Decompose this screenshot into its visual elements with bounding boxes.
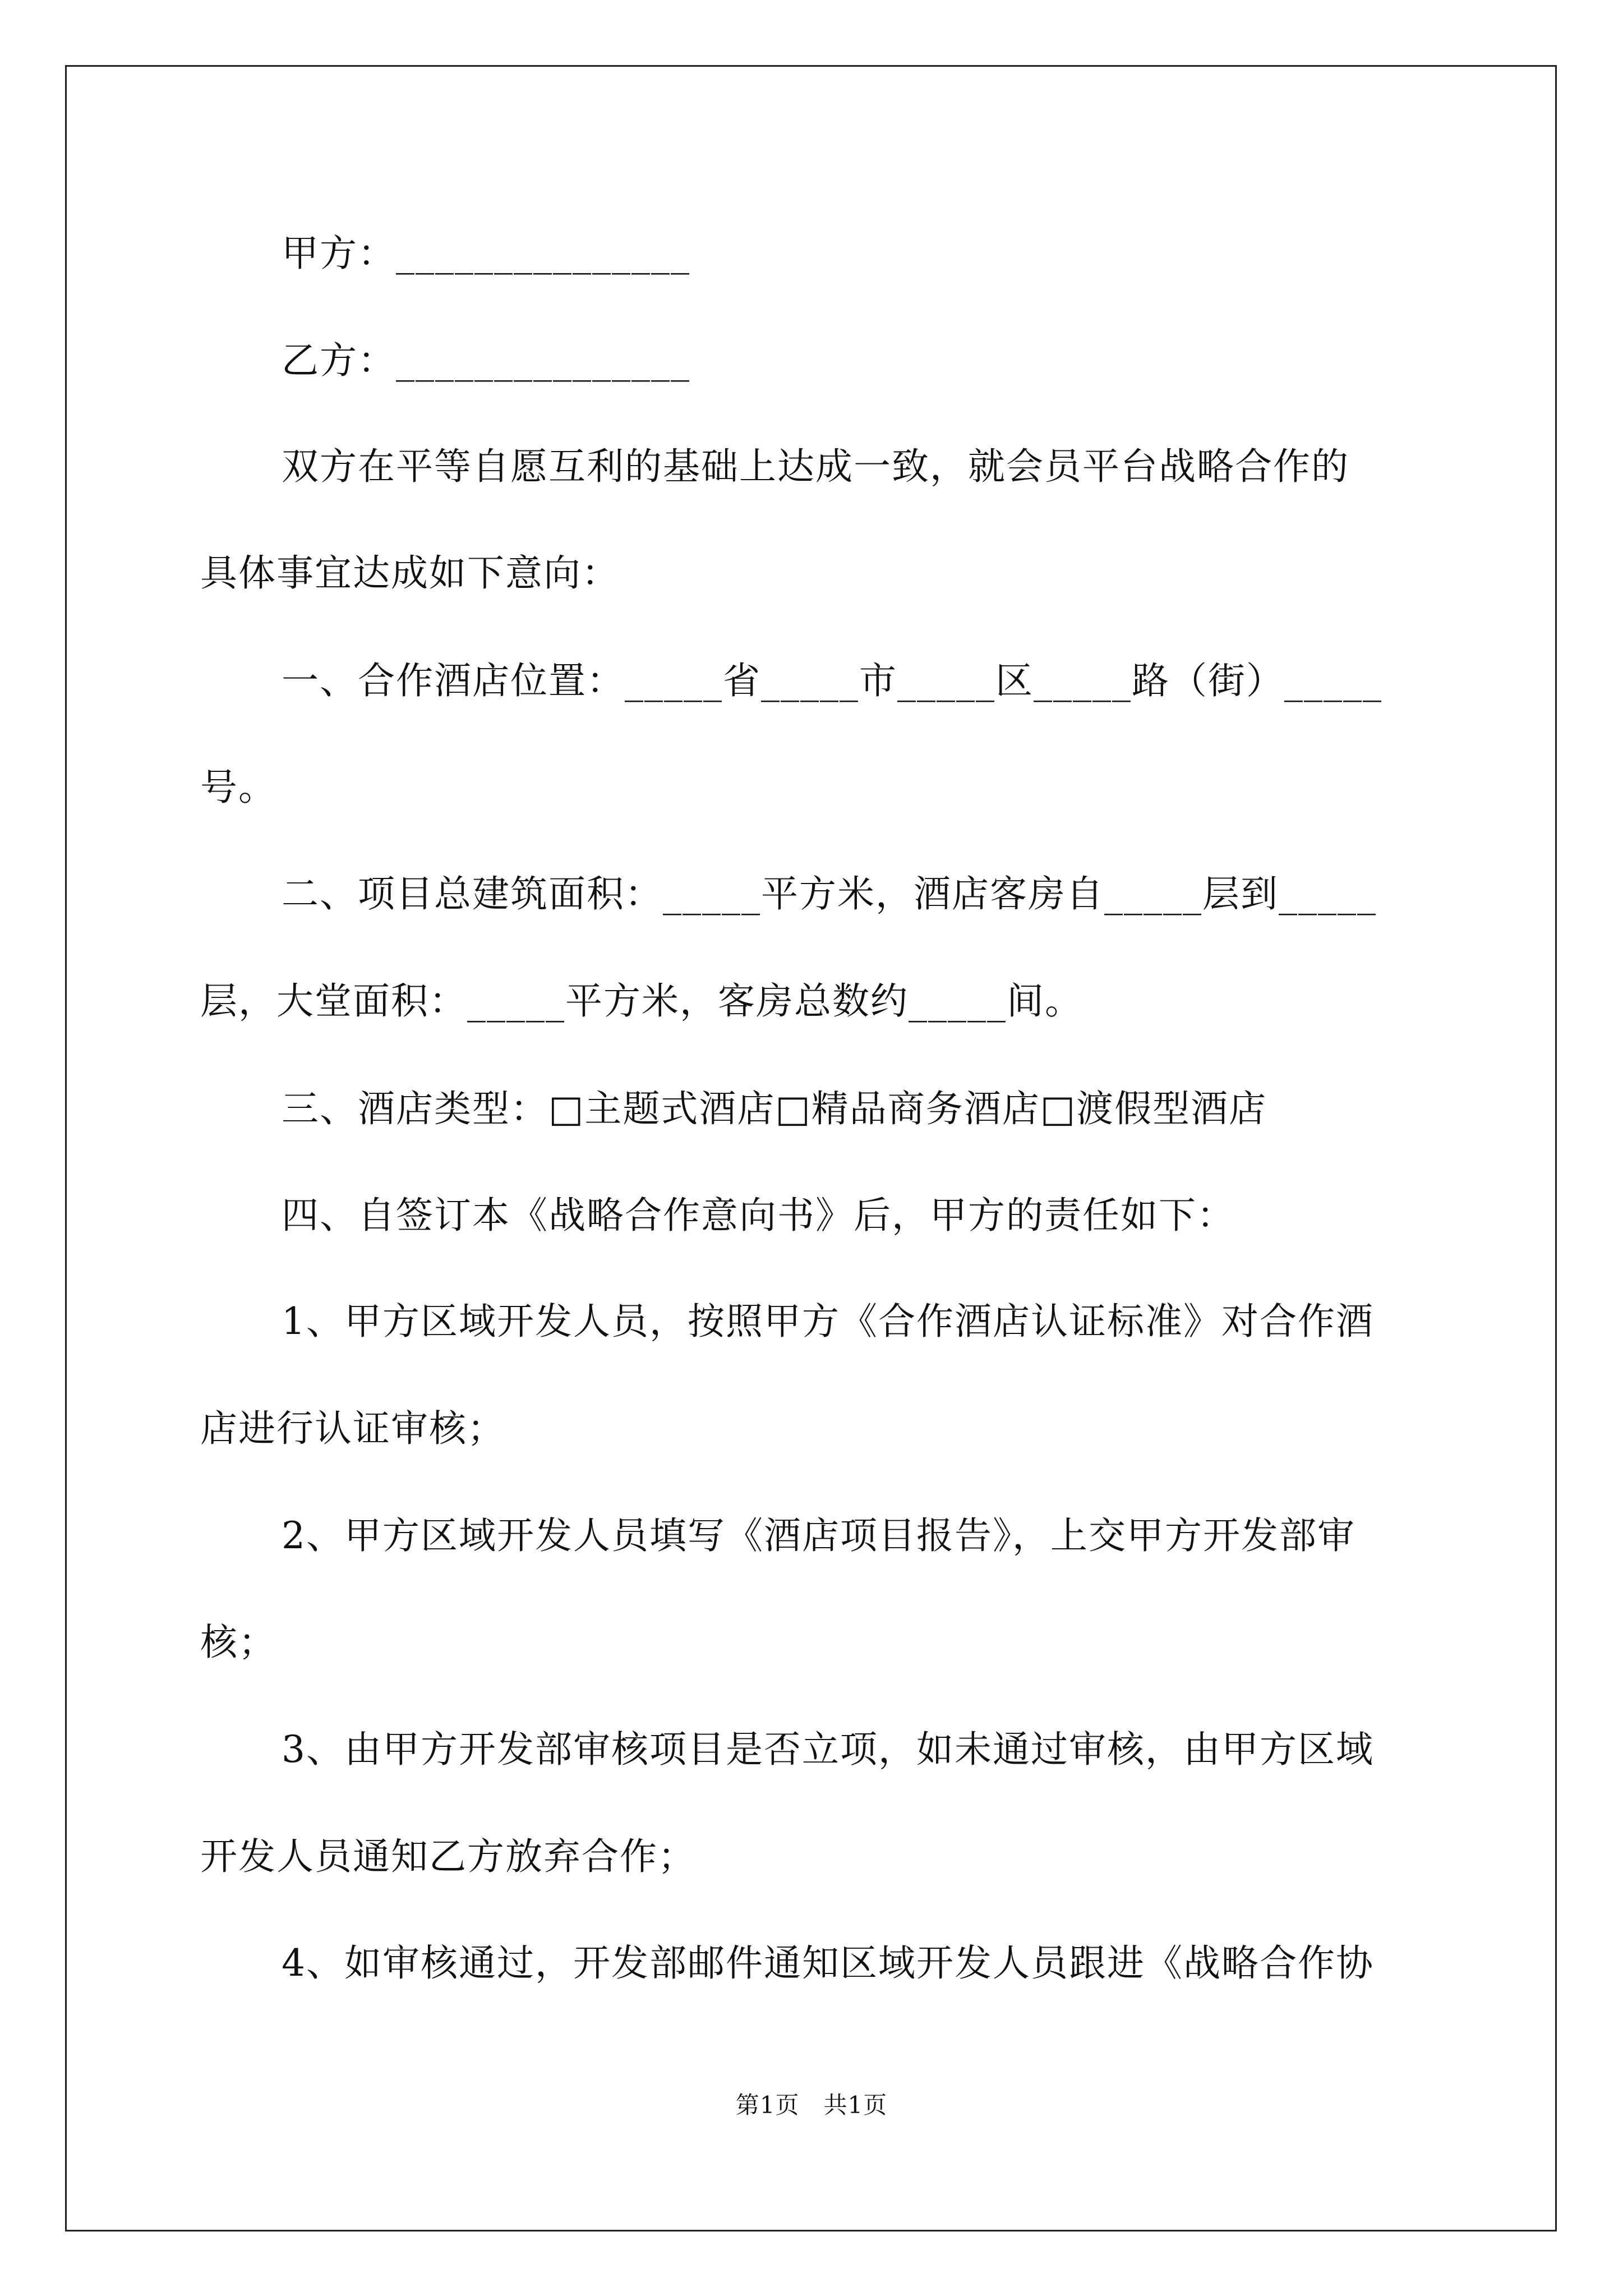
item-2-line-2: 核； [200,1621,276,1664]
clause-3-line: 三、酒店类型：□主题式酒店□精品商务酒店□渡假型酒店 [282,1087,1267,1130]
item-1-line-2: 店进行认证审核； [200,1407,505,1450]
intro-paragraph-line-1: 双方在平等自愿互利的基础上达成一致，就会员平台战略合作的 [282,445,1349,488]
item-2-line-1: 2、甲方区域开发人员填写《酒店项目报告》，上交甲方开发部审 [282,1514,1355,1557]
intro-paragraph-line-2: 具体事宜达成如下意向： [200,551,620,595]
clause-1-line-1: 一、合作酒店位置：_____省_____市_____区_____路（街）_____ [282,659,1382,702]
clause-2-line-1: 二、项目总建筑面积：_____平方米，酒店客房自_____层到_____ [282,872,1377,915]
clause-4-heading: 四、自签订本《战略合作意向书》后，甲方的责任如下： [282,1194,1235,1237]
party-a-line: 甲方：_______________ [282,232,690,275]
item-3-line-1: 3、由甲方开发部审核项目是否立项，如未通过审核，由甲方区域 [282,1728,1374,1771]
item-3-line-2: 开发人员通知乙方放弃合作； [200,1835,696,1878]
item-4-line-1: 4、如审核通过，开发部邮件通知区域开发人员跟进《战略合作协 [282,1941,1374,1985]
page-number-footer: 第1页 共1页 [735,2091,888,2119]
page-border [65,65,1557,2231]
item-1-line-1: 1、甲方区域开发人员，按照甲方《合作酒店认证标准》对合作酒 [282,1300,1374,1343]
clause-1-line-2: 号。 [200,766,276,809]
party-b-line: 乙方：_______________ [282,339,690,382]
clause-2-line-2: 层，大堂面积：_____平方米，客房总数约_____间。 [200,979,1083,1023]
